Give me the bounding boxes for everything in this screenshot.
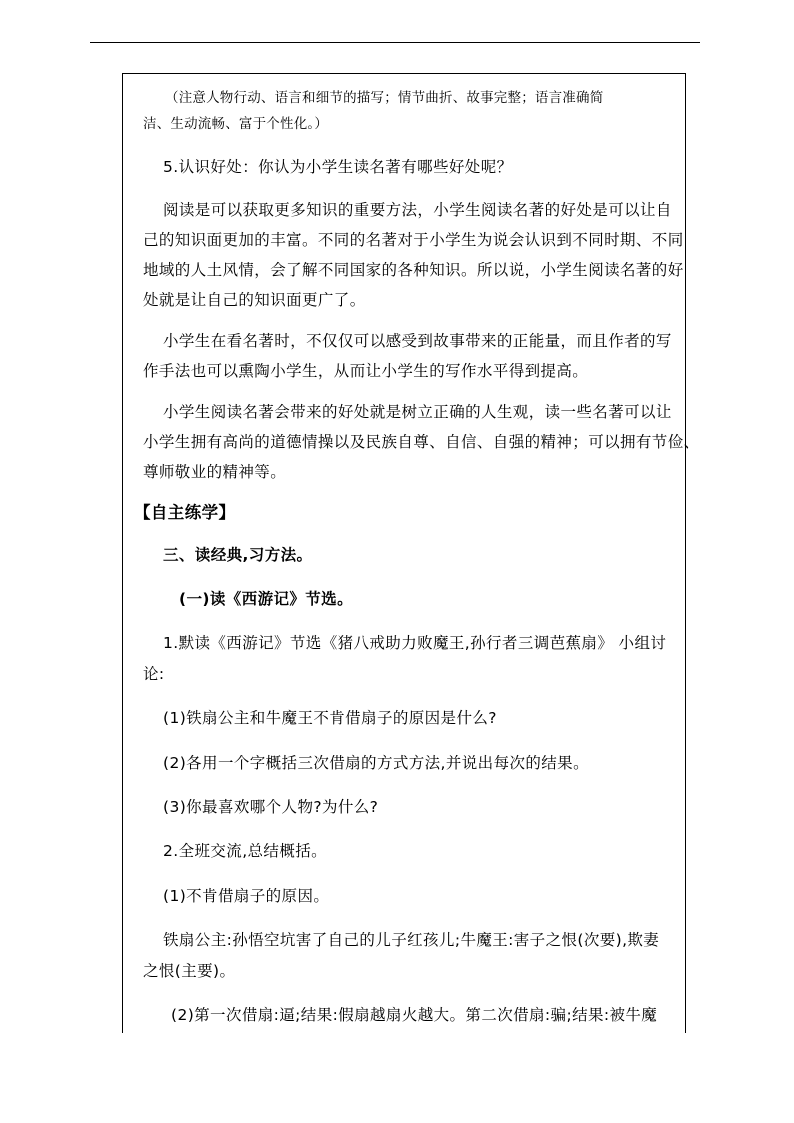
paragraph-2-line-1: 小学生在看名著时，不仅仅可以感受到故事带来的正能量，而且作者的写 [163,332,672,350]
paragraph-3-line-3: 尊师敬业的精神等。 [143,463,287,481]
task-1-line-1: 1.默读《西游记》节选《猪八戒助力败魔王,孙行者三调芭蕉扇》 小组讨 [163,634,667,652]
paragraph-1-line-3: 地域的人土风情，会了解不同国家的各种知识。所以说，小学生阅读名著的好 [143,261,684,279]
task-1-line-2: 论: [143,665,165,683]
paragraph-1-line-4: 处就是让自己的知识面更广了。 [143,291,366,309]
subsection-heading: (一)读《西游记》节选。 [179,590,353,608]
writing-tips-line-1: （注意人物行动、语言和细节的描写；情节曲折、故事完整；语言准确简 [165,90,604,106]
answer-2-line-1: (2)第一次借扇:逼;结果:假扇越扇火越大。第二次借扇:骗;结果:被牛魔 [171,1006,658,1024]
answer-1-heading: (1)不肯借扇子的原因。 [163,887,330,905]
question-1: (1)铁扇公主和牛魔王不肯借扇子的原因是什么? [163,709,497,727]
part-three-heading: 三、读经典,习方法。 [163,546,313,564]
task-2: 2.全班交流,总结概括。 [163,842,328,860]
question-3: (3)你最喜欢哪个人物?为什么? [163,798,379,816]
header-rule [90,42,700,43]
content-frame [122,73,700,1033]
paragraph-3-line-1: 小学生阅读名著会带来的好处就是树立正确的人生观，读一些名著可以让 [163,403,672,421]
paragraph-2-line-2: 作手法也可以熏陶小学生，从而让小学生的写作水平得到提高。 [143,362,589,380]
writing-tips-line-2: 洁、生动流畅、富于个性化。） [143,116,329,132]
question-2: (2)各用一个字概括三次借扇的方式方法,并说出每次的结果。 [163,754,589,772]
question-5: 5.认识好处：你认为小学生读名著有哪些好处呢？ [163,158,513,176]
paragraph-1-line-2: 己的知识面更加的丰富。不同的名著对于小学生为说会认识到不同时期、不同 [143,231,684,249]
section-heading: 【自主练学】 [134,503,236,522]
paragraph-1-line-1: 阅读是可以获取更多知识的重要方法，小学生阅读名著的好处是可以让自 [163,201,672,219]
answer-1-line-2: 之恨(主要)。 [143,962,236,980]
paragraph-3-line-2: 小学生拥有高尚的道德情操以及民族自尊、自信、自强的精神；可以拥有节俭、 [143,433,700,451]
answer-1-line-1: 铁扇公主:孙悟空坑害了自己的儿子红孩儿;牛魔王:害子之恨(次要),欺妻 [163,931,660,949]
